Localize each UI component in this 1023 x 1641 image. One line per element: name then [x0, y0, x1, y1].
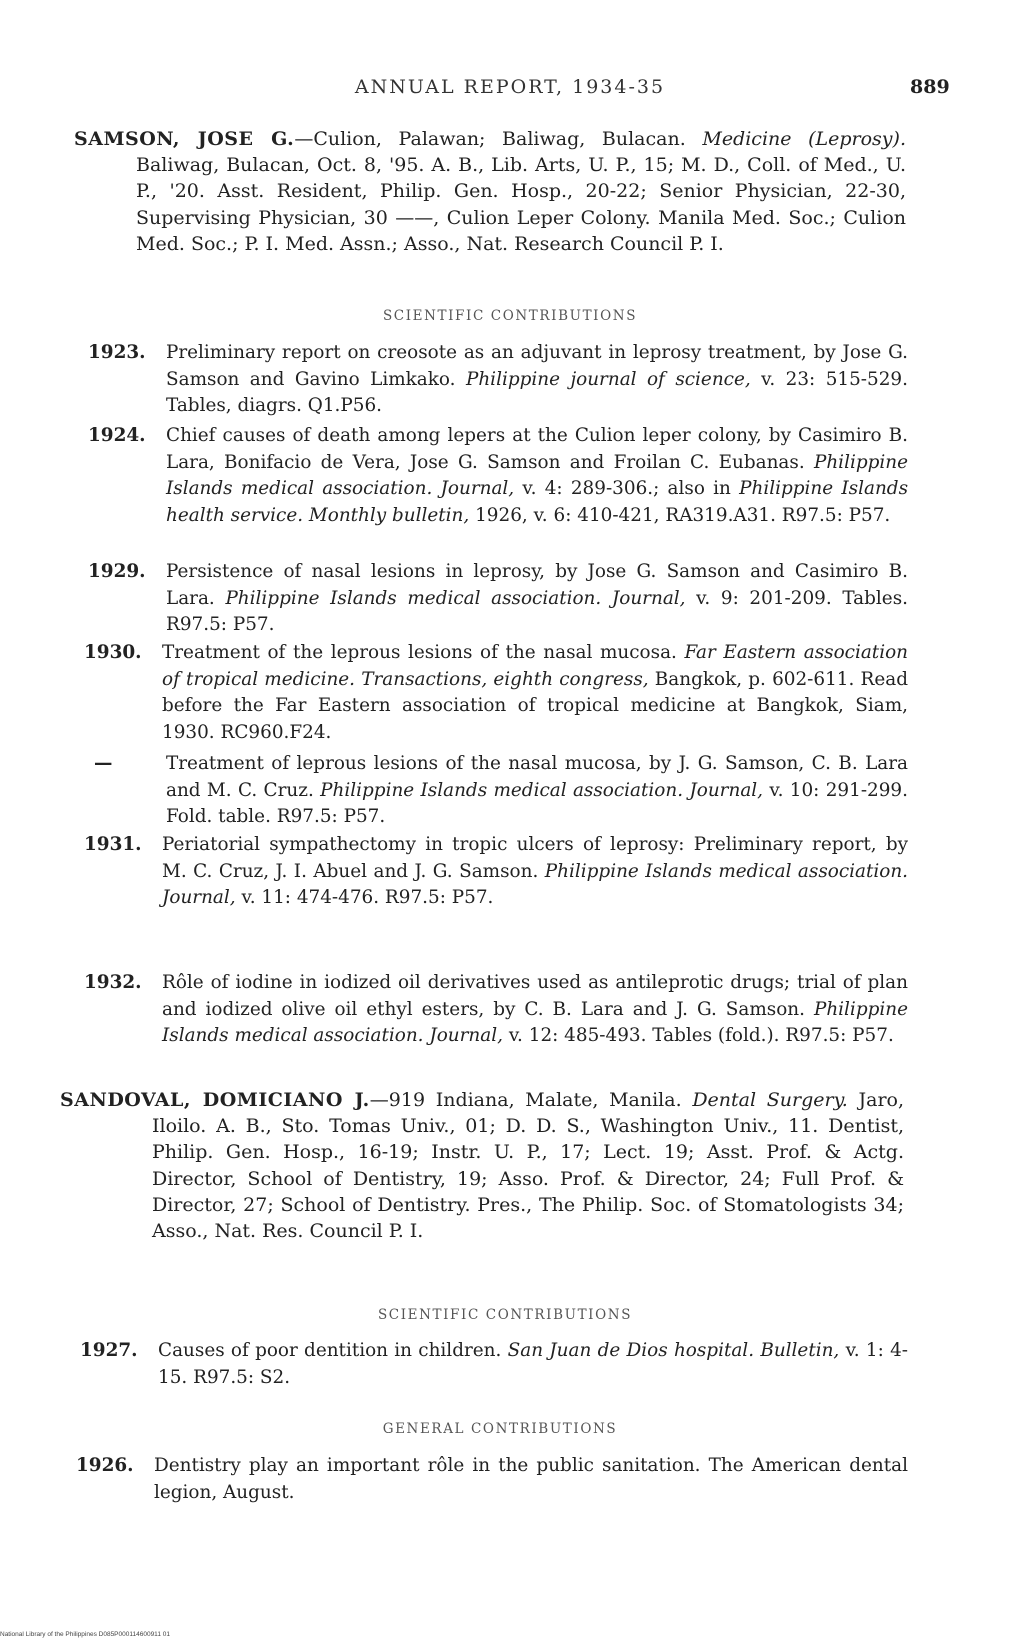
section-heading-scientific: SCIENTIFIC CONTRIBUTIONS	[377, 1307, 633, 1323]
contribution-year: 1927.	[80, 1340, 138, 1361]
contribution-item	[88, 751, 908, 831]
entry-name: SAMSON, JOSE G.	[74, 128, 295, 150]
contribution-citation-secondary: 1926, v. 6: 410-421, RA319.A31. R97.5: P57.	[475, 505, 891, 527]
running-title: ANNUAL REPORT, 1934-35	[354, 76, 666, 98]
contribution-text: Treatment of leprous lesions of the nasal mucosa, by J. G. Samson, C. B. Lara and M. C. Cruz.	[166, 753, 908, 801]
scan-footer: National Library of the Philippines D085P000114600911 01	[0, 1631, 170, 1638]
page-number: 889	[910, 76, 950, 98]
contribution-item	[84, 970, 908, 1080]
contribution-year: 1931.	[84, 834, 142, 855]
contribution-item	[80, 1338, 908, 1398]
contribution-text: Causes of poor dentition in children.	[158, 1340, 502, 1361]
contribution-journal-secondary: Philippine Islands health service. Monthly bulletin,	[166, 478, 909, 527]
contribution-journal: Philippine Islands medical association. Journal,	[166, 451, 908, 500]
entry-details: Jaro, Iloilo. A. B., Sto. Tomas Univ., 01; D. D. S., Washington Univ., 11. Dentist, Philip. Gen. Hosp., 16-19; Instr. U. P., 17; Lect. 19; Asst. Prof. & Actg. Director, School of Dentistry, 19; Asso. Prof. & Director, 24; Full Prof. & Director, 27; School of Dentistry. Pres., The Philip. Soc. of Stomatologists 34; Asso., Nat. Res. Council P. I.	[152, 1089, 905, 1243]
contribution-journal: Philippine journal of science,	[465, 368, 751, 390]
contribution-item	[84, 832, 908, 942]
contribution-text: Treatment of the leprous lesions of the nasal mucosa.	[162, 642, 677, 663]
contribution-item	[88, 423, 908, 558]
contribution-year: 1929.	[88, 561, 146, 582]
contribution-citation: Bangkok, p. 602-611. Read before the Far Eastern association of tropical medicine at Bangkok, Siam, 1930. RC960.F24.	[162, 668, 908, 744]
contribution-text: Preliminary report on creosote as an adjuvant in leprosy treatment, by Jose G. Samson and Gavino Limkako.	[166, 342, 908, 390]
entry-details: Baliwag, Bulacan, Oct. 8, '95. A. B., Lib. Arts, U. P., 15; M. D., Coll. of Med., U. P., '20. Asst. Resident, Philip. Gen. Hosp., 20-22; Senior Physician, 22-30, Supervising Physician, 30 ——, Culion Leper Colony. Manila Med. Soc.; Culion Med. Soc.; P. I. Med. Assn.; Asso., Nat. Research Council P. I.	[136, 154, 906, 255]
entry-field: Dental Surgery.	[692, 1089, 848, 1111]
contribution-year: 1923.	[88, 342, 146, 363]
contribution-item	[88, 559, 908, 639]
contribution-citation: v. 9: 201-209. Tables. R97.5: P57.	[166, 587, 908, 636]
biography-entry-samson	[74, 126, 906, 257]
contribution-journal: Philippine Islands medical association. Journal,	[320, 779, 764, 801]
contribution-year: 1924.	[88, 425, 146, 446]
section-heading-scientific: SCIENTIFIC CONTRIBUTIONS	[382, 308, 638, 324]
contribution-year: 1926.	[76, 1455, 134, 1476]
contribution-citation: v. 4: 289-306.; also in	[522, 478, 731, 500]
contribution-citation: v. 1: 4-15. R97.5: S2.	[158, 1340, 908, 1388]
contribution-journal: Philippine Islands medical association. Journal,	[162, 860, 909, 909]
contribution-citation: v. 12: 485-493. Tables (fold.). R97.5: P57.	[508, 1025, 894, 1047]
entry-address: —Culion, Palawan; Baliwag, Bulacan.	[294, 128, 686, 150]
running-header	[0, 76, 1023, 106]
contribution-citation: v. 23: 515-529. Tables, diagrs. Q1.P56.	[166, 368, 908, 417]
contribution-year: 1932.	[84, 972, 142, 993]
contribution-text: Persistence of nasal lesions in leprosy, by Jose G. Samson and Casimiro B. Lara.	[166, 561, 908, 609]
section-heading-general: GENERAL CONTRIBUTIONS	[382, 1421, 618, 1437]
contribution-journal: Far Eastern association of tropical medicine. Transactions, eighth congress,	[162, 642, 908, 690]
contribution-text: Periatorial sympathectomy in tropic ulcers of leprosy: Preliminary report, by M. C. Cruz, J. I. Abuel and J. G. Samson.	[162, 834, 908, 882]
contribution-text: Dentistry play an important rôle in the public sanitation. The American dental legion, August.	[154, 1455, 908, 1503]
contribution-text: Rôle of iodine in iodized oil derivatives used as antileprotic drugs; trial of plan and iodized olive oil ethyl esters, by C. B. Lara and J. G. Samson.	[162, 972, 908, 1020]
contribution-item	[88, 340, 908, 420]
contribution-item	[84, 640, 908, 750]
entry-field: Medicine (Leprosy).	[702, 128, 906, 150]
contribution-journal: Philippine Islands medical association. Journal,	[162, 998, 908, 1047]
entry-name: SANDOVAL, DOMICIANO J.	[60, 1089, 370, 1111]
contribution-year: —	[94, 753, 113, 774]
contribution-year: 1930.	[84, 642, 142, 663]
biography-entry-sandoval	[60, 1087, 904, 1244]
contribution-citation: v. 11: 474-476. R97.5: P57.	[241, 887, 494, 909]
contribution-text: Chief causes of death among lepers at the Culion leper colony, by Casimiro B. Lara, Bonifacio de Vera, Jose G. Samson and Froilan C. Eubanas.	[166, 425, 908, 473]
contribution-journal: San Juan de Dios hospital. Bulletin,	[507, 1340, 840, 1361]
contribution-citation: v. 10: 291-299. Fold. table. R97.5: P57.	[166, 779, 908, 828]
contribution-journal: Philippine Islands medical association. Journal,	[225, 587, 686, 609]
contribution-item	[76, 1453, 908, 1513]
entry-address: —919 Indiana, Malate, Manila.	[369, 1089, 682, 1111]
